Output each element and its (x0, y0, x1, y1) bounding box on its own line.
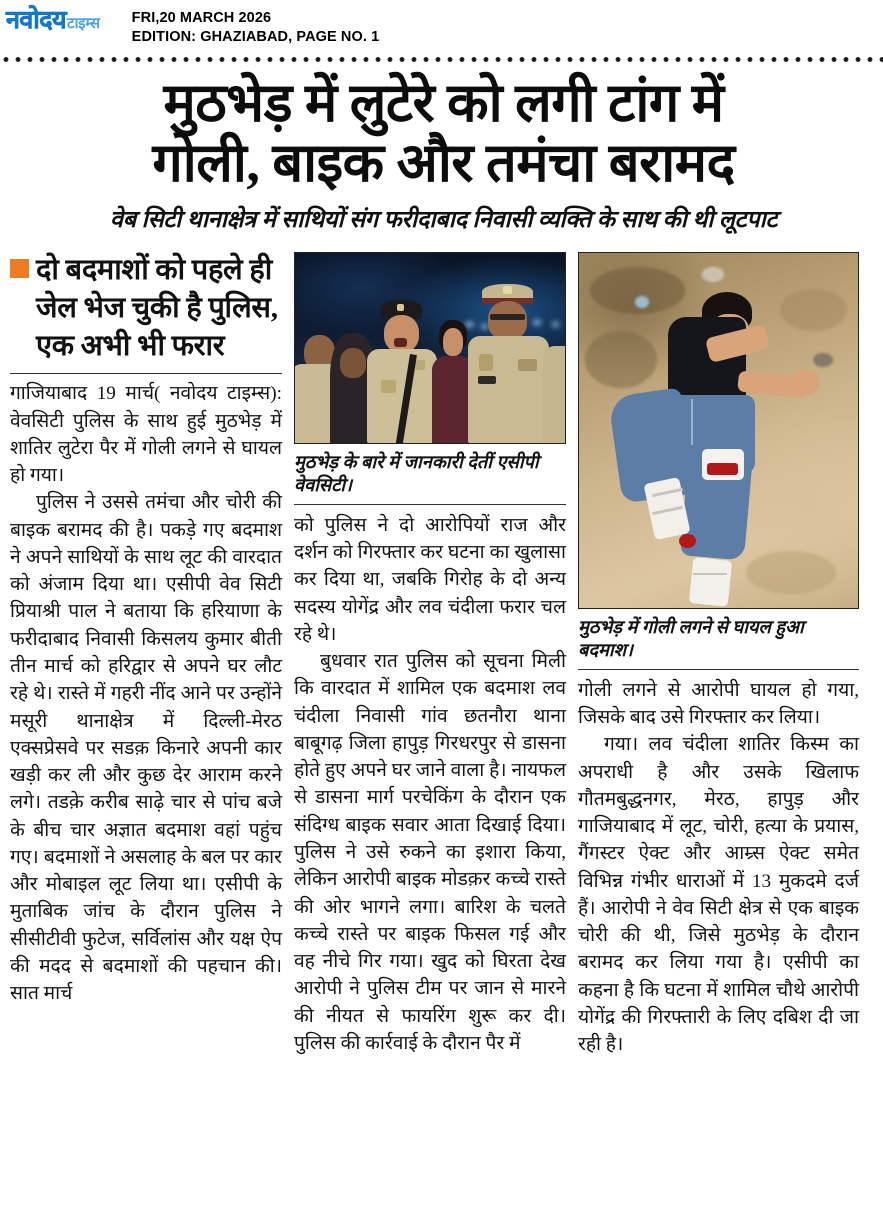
photo-caption-middle: मुठभेड़ के बारे में जानकारी देतीं एसीपी वेवसिटी। (294, 452, 539, 496)
page-headline (14, 73, 873, 194)
edition-info (132, 9, 380, 46)
kicker-block (10, 252, 282, 365)
headline-line-1: मुठभेड़ में लुटेरे को लगी टांग में (163, 73, 724, 133)
officer-figure (543, 333, 566, 443)
blood-spot (679, 534, 696, 548)
white-sandal-icon (688, 557, 732, 607)
middle-column-body (294, 512, 566, 1057)
paragraph: पुलिस ने उससे तमंचा और चोरी की बाइक बरामद की है। पकड़े गए बदमाश ने अपने साथियों के साथ लूट की वारदात को अंजाम दिया था। एसीपी वेव सिटी प्रियाश्री पाल ने बताया कि हरियाणा के फरीदाबाद निवासी किसलय कुमार बीती तीन मार्च को हरिद्वार से अपने घर लौट रहे थे। रास्ते में गहरी नींद आने पर उन्होंने मसूरी थानाक्षेत्र में दिल्ली-मेरठ एक्सप्रेसवे पर सडक़ किनारे अपनी कार खड़ी कर ली और कुछ देर आराम करने लगे। तडक़े करीब साढ़े चार से पांच बजे के बीच चार अज्ञात बदमाश वहां पहुंच गए। बदमाशों ने असलाह के बल पर कार और मोबाइल लूट लिया था। एसीपी के मुताबिक जांच के दौरान पुलिस ने सीसीटीवी फुटेज, सर्विलांस और यक्ष ऐप की मदद से बदमाशों की पहचान की। सात मार्च (10, 492, 282, 1005)
hand-shape (791, 370, 819, 395)
stone-icon (813, 353, 833, 367)
senior-officer-figure (468, 284, 549, 444)
head-shape (384, 315, 419, 353)
name-plate-icon (381, 380, 396, 393)
name-plate-icon (478, 376, 496, 384)
logo-sub-text: टाइम्स (67, 16, 100, 32)
photo-police-officers (294, 252, 566, 444)
column-left (10, 252, 282, 1058)
dotted-divider (0, 56, 883, 63)
column-middle (294, 252, 566, 1058)
masthead (0, 0, 883, 48)
paragraph: गया। लव चंदीला शातिर किस्म का अपराधी है और उसके खिलाफ गौतमबुद्धनगर, मेरठ, हापुड़ और गाजियाबाद में लूट, चोरी, हत्या के प्रयास, गैंगस्टर ऐक्ट और आम्र्स ऐक्ट समेत विभिन्न गंभीर धाराओं में 13 मुकदमे दर्ज हैं। आरोपी ने वेव सिटी क्षेत्र से एक बाइक चोरी की थी, जिसे मुठभेड़ के दौरान बरामद कर लिया गया है। एसीपी का कहना है कि घटना में शामिल चौथे आरोपी योगेंद्र की गिरफ्तारी के लिए दबिश दी जा रही है। (578, 734, 859, 1056)
sandal-strap (693, 573, 726, 576)
head-shape (443, 328, 463, 356)
kicker-text: दो बदमाशों को पहले ही जेल भेज चुकी है पुलिस, एक अभी भी फरार (36, 254, 278, 362)
chest-badge-icon (479, 354, 493, 372)
headline-line-2: गोली, बाइक और तमंचा बरामद (152, 132, 735, 193)
dirt-patch (780, 289, 847, 332)
cap-badge-icon (397, 304, 404, 311)
caption-rule (294, 504, 566, 505)
date-line: FRI,20 MARCH 2026 (131, 10, 272, 26)
page-subheadline: वेब सिटी थानाक्षेत्र में साथियों संग फरीदाबाद निवासी व्यक्ति के साथ की थी लूटपाट (109, 207, 778, 234)
right-column-body (578, 677, 859, 1059)
debris-icon (635, 296, 649, 308)
light-glow-icon (552, 322, 559, 327)
dirt-patch (746, 551, 835, 594)
article-columns (0, 234, 883, 1058)
publication-logo (6, 8, 100, 33)
headline-zone (0, 63, 883, 234)
left-column-body (10, 380, 282, 1007)
female-officer-figure (365, 299, 438, 443)
dirt-patch (585, 331, 658, 388)
blood-stain (707, 463, 738, 475)
debris-icon (702, 267, 724, 281)
edition-line: EDITION: GHAZIABAD, PAGE NO. 1 (131, 28, 380, 45)
column-right (578, 252, 859, 1058)
shoulder-badge-icon (415, 360, 425, 370)
kicker-rule (10, 373, 282, 374)
paragraph: गोली लगने से आरोपी घायल हो गया, जिसके बाद उसे गिरफ्तार कर लिया। (578, 679, 859, 729)
rank-patch-icon (518, 359, 537, 372)
photo-caption-right: मुठभेड़ में गोली लगने से घायल हुआ बदमाश। (578, 617, 804, 661)
square-bullet-icon (10, 259, 29, 278)
paragraph: बुधवार रात पुलिस को सूचना मिली कि वारदात में शामिल एक बदमाश लव चंदीला निवासी गांव छतनौरा थाना बाबूगढ़ जिला हापुड़ गिरधरपुर से डासना होते हुए अपने घर जाने वाला है। नायफल से डासना मार्ग परचेकिंग के दौरान एक संदिग्ध बाइक सवार आता दिखाई दिया। पुलिस ने उसे रुकने का इशारा किया, लेकिन आरोपी बाइक मोडक़र कच्चे रास्ते की ओर भागने लगा। बारिश के चलते कच्चे रास्ते पर बाइक फिसल गई और वह नीचे गिर गया। खुद को घिरता देख आरोपी ने पुलिस टीम पर जान से मारने की नीयत से फायरिंग शुरू कर दी। पुलिस की कार्रवाई के दौरान पैर में (294, 651, 566, 1054)
logo-main-text: नवोदय (6, 7, 67, 34)
photo-injured-suspect (578, 252, 859, 609)
head-shape (340, 348, 366, 378)
paragraph: को पुलिस ने दो आरोपियों राज और दर्शन को गिरफ्तार कर घटना का खुलासा कर दिया था, जबकि गिरोह के दो अन्य सदस्य योगेंद्र और लव चंदीला फरार चल रहे थे। (294, 514, 566, 645)
paragraph: गाजियाबाद 19 मार्च( नवोदय टाइम्स): वेवसिटी पुलिस के साथ हुई मुठभेड़ में शातिर लुटेरा पैर में गोली लगने से घायल हो गया। (10, 383, 282, 487)
head-shape (488, 301, 527, 339)
uniform-torso (543, 346, 566, 443)
mouth-shape (394, 338, 407, 347)
jeans-zipper (691, 399, 694, 445)
cap-badge-icon (503, 286, 512, 294)
uniform-torso (468, 336, 549, 443)
caption-rule (578, 669, 859, 670)
eyeglasses-icon (490, 314, 526, 320)
